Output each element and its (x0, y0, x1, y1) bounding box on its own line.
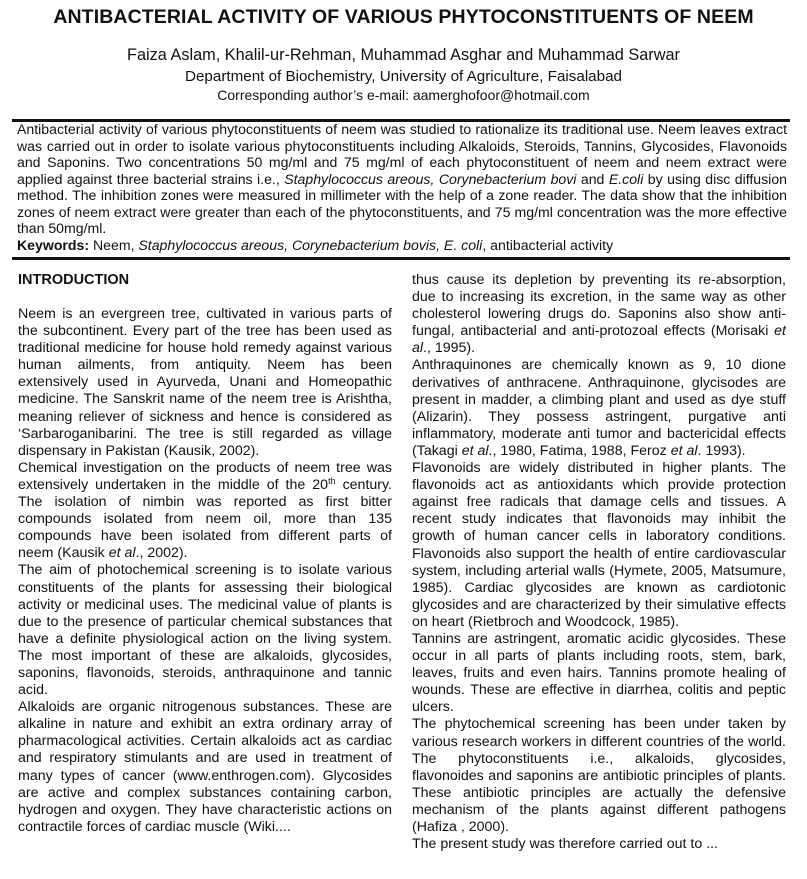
keywords-text: , antibacterial activity (482, 236, 614, 253)
citation-italic: et al (412, 323, 786, 357)
citation-italic: et al (108, 545, 136, 562)
paragraph-text: thus cause its depletion by preventing its re-absorption, due to increasing its excretion, in the same way as other cholesterol lowering drugs do. Saponins also show anti-fungal, antibacterial and anti-protozoal effects (Morisaki (412, 272, 786, 340)
author-list: Faiza Aslam, Khalil-ur-Rehman, Muhammad Asghar and Muhammad Sarwar (127, 46, 680, 64)
abstract (17, 121, 787, 253)
paragraph: Neem is an evergreen tree, cultivated in various parts of the subcontinent. Every part of the tree has been used as traditional medicine for house hold remedy against various human ailments, from antiquity. Neem has been extensively used in Ayurveda, Unani and Homeopathic medicine. The Sanskrit name of the neem tree is Arishtha, meaning reliever of sickness and hence is considered as ‘Sarbaroganibarini. The tree is still regarded as village dispensary in Pakistan (Kausik, 2002). (18, 306, 392, 459)
paragraph: Alkaloids are organic nitrogenous substances. These are alkaline in nature and exhibit an extra ordinary array of pharmacological activities. Certain alkaloids act as cardiac and respiratory stimulants and are used in treatment of many types of cancer (www.enthrogen.com). Glycosides are active and complex substances containing carbon, hydrogen and oxygen. They have characteristic actions on contractile forces of cardiac muscle (Wiki.... (18, 699, 392, 835)
paragraph-text: ., 2002). (135, 545, 188, 562)
left-column (18, 272, 392, 836)
affiliation: Department of Biochemistry, University of Agriculture, Faisalabad (185, 68, 622, 85)
abstract-text: and (576, 170, 609, 187)
paragraph-text: . 1993). (697, 442, 746, 459)
keywords-text: Neem, (89, 236, 139, 253)
superscript: th (328, 475, 336, 486)
right-column (412, 272, 786, 853)
paragraph: The phytochemical screening has been under taken by various research workers in different countries of the world. The phytoconstituents i.e., alkaloids, glycosides, flavonoides and saponins are antibiotic principles of plants. These antibiotic principles are actually the defensive mechanism of the plants against different pathogens (Hafiza , 2000). (412, 716, 786, 835)
abstract-bottom-rule (12, 257, 790, 260)
citation-italic: et al (461, 442, 489, 459)
corresponding-email: Corresponding author’s e-mail: aamerghofoor@hotmail.com (217, 87, 590, 103)
citation-italic: et al (670, 442, 698, 459)
paragraph-text: Anthraquinones are chemically known as 9, 10 dione derivatives of anthracene. Anthraquinone, glycisodes are present in madder, a climbing plant and used as dye stuff (Alizarin). They possess astringent, purgative anti inflammatory, moderate anti tumor and bactericidal effects (Takagi (412, 357, 786, 459)
paragraph: The aim of photochemical screening is to isolate various constituents of the plants for assessing their biological activity or medicinal uses. The medicinal value of plants is due to the presence of particular chemical substances that have a definite physiological action on the living system. The most important of these are alkaloids, glycosides, saponins, flavonoids, steroids, anthraquinone and tannic acid. (18, 562, 392, 699)
paragraph-text: ., 1995). (423, 340, 476, 357)
paragraph: The present study was therefore carried out to ... (412, 836, 718, 853)
abstract-text: by using disc diffusion method. The inhibition zones were measured in millimeter with the help of a zone reader. The data show that the inhibition zones of neem extract were greater than each of the phytoconstituents, and 75 mg/ml concentration was the more effective than 50mg/ml. (17, 170, 787, 236)
paragraph: Tannins are astringent, aromatic acidic glycosides. These occur in all parts of plants including roots, stem, bark, leaves, fruits and even hairs. Tannins promote healing of wounds. These are effective in diarrhea, colitis and peptic ulcers. (412, 630, 786, 716)
keywords (17, 237, 787, 254)
abstract-text: Antibacterial activity of various phytoconstituents of neem was studied to rationalize its traditional use. Neem leaves extract was carried out in order to isolate various phytoconstituents including Alkaloids, Steroids, Tannins, Glycosides, Flavonoids and Saponins. Two concentrations 50 mg/ml and 75 mg/ml of each phytoconstituent of neem and neem extract were applied against three bacterial strains i.e., (17, 121, 787, 187)
paragraph (18, 460, 392, 563)
paper-title: ANTIBACTERIAL ACTIVITY OF VARIOUS PHYTOCONSTITUENTS OF NEEM (53, 6, 754, 28)
abstract-italic-ecoli: E.coli (608, 170, 644, 187)
abstract-italic-species: Staphylococcus areous, Corynebacterium bovi (284, 170, 577, 187)
paragraph: Flavonoids are widely distributed in higher plants. The flavonoids act as antioxidants which provide protection against free radicals that damage cells and tissues. A recent study indicates that flavonoids may inhibit the growth of human cancer cells in laboratory conditions. Flavonoids also support the health of entire cardiovascular system, including arterial walls (Hymete, 2005, Matsumure, 1985). Cardiac glycosides are known as cardiotonic glycosides and are characterized by their simulative effects on heart (Rietbroch and Woodcock, 1985). (412, 460, 786, 630)
paragraph (412, 357, 786, 460)
paragraph-text: ., 1980, Fatima, 1988, Feroz (488, 442, 671, 459)
keywords-italic: Staphylococcus areous, Corynebacterium bovis, E. coli (138, 236, 483, 253)
keywords-label: Keywords: (17, 236, 90, 253)
paragraph-text: Chemical investigation on the products of neem tree was extensively undertaken in the middle of the 20 (18, 459, 392, 493)
paragraph-text: century. The isolation of nimbin was reported as first bitter compounds isolated from neem oil, more than 135 compounds have been isolated from different parts of neem (Kausik (18, 476, 392, 562)
section-heading-introduction: INTRODUCTION (18, 272, 130, 288)
paragraph (412, 272, 786, 357)
